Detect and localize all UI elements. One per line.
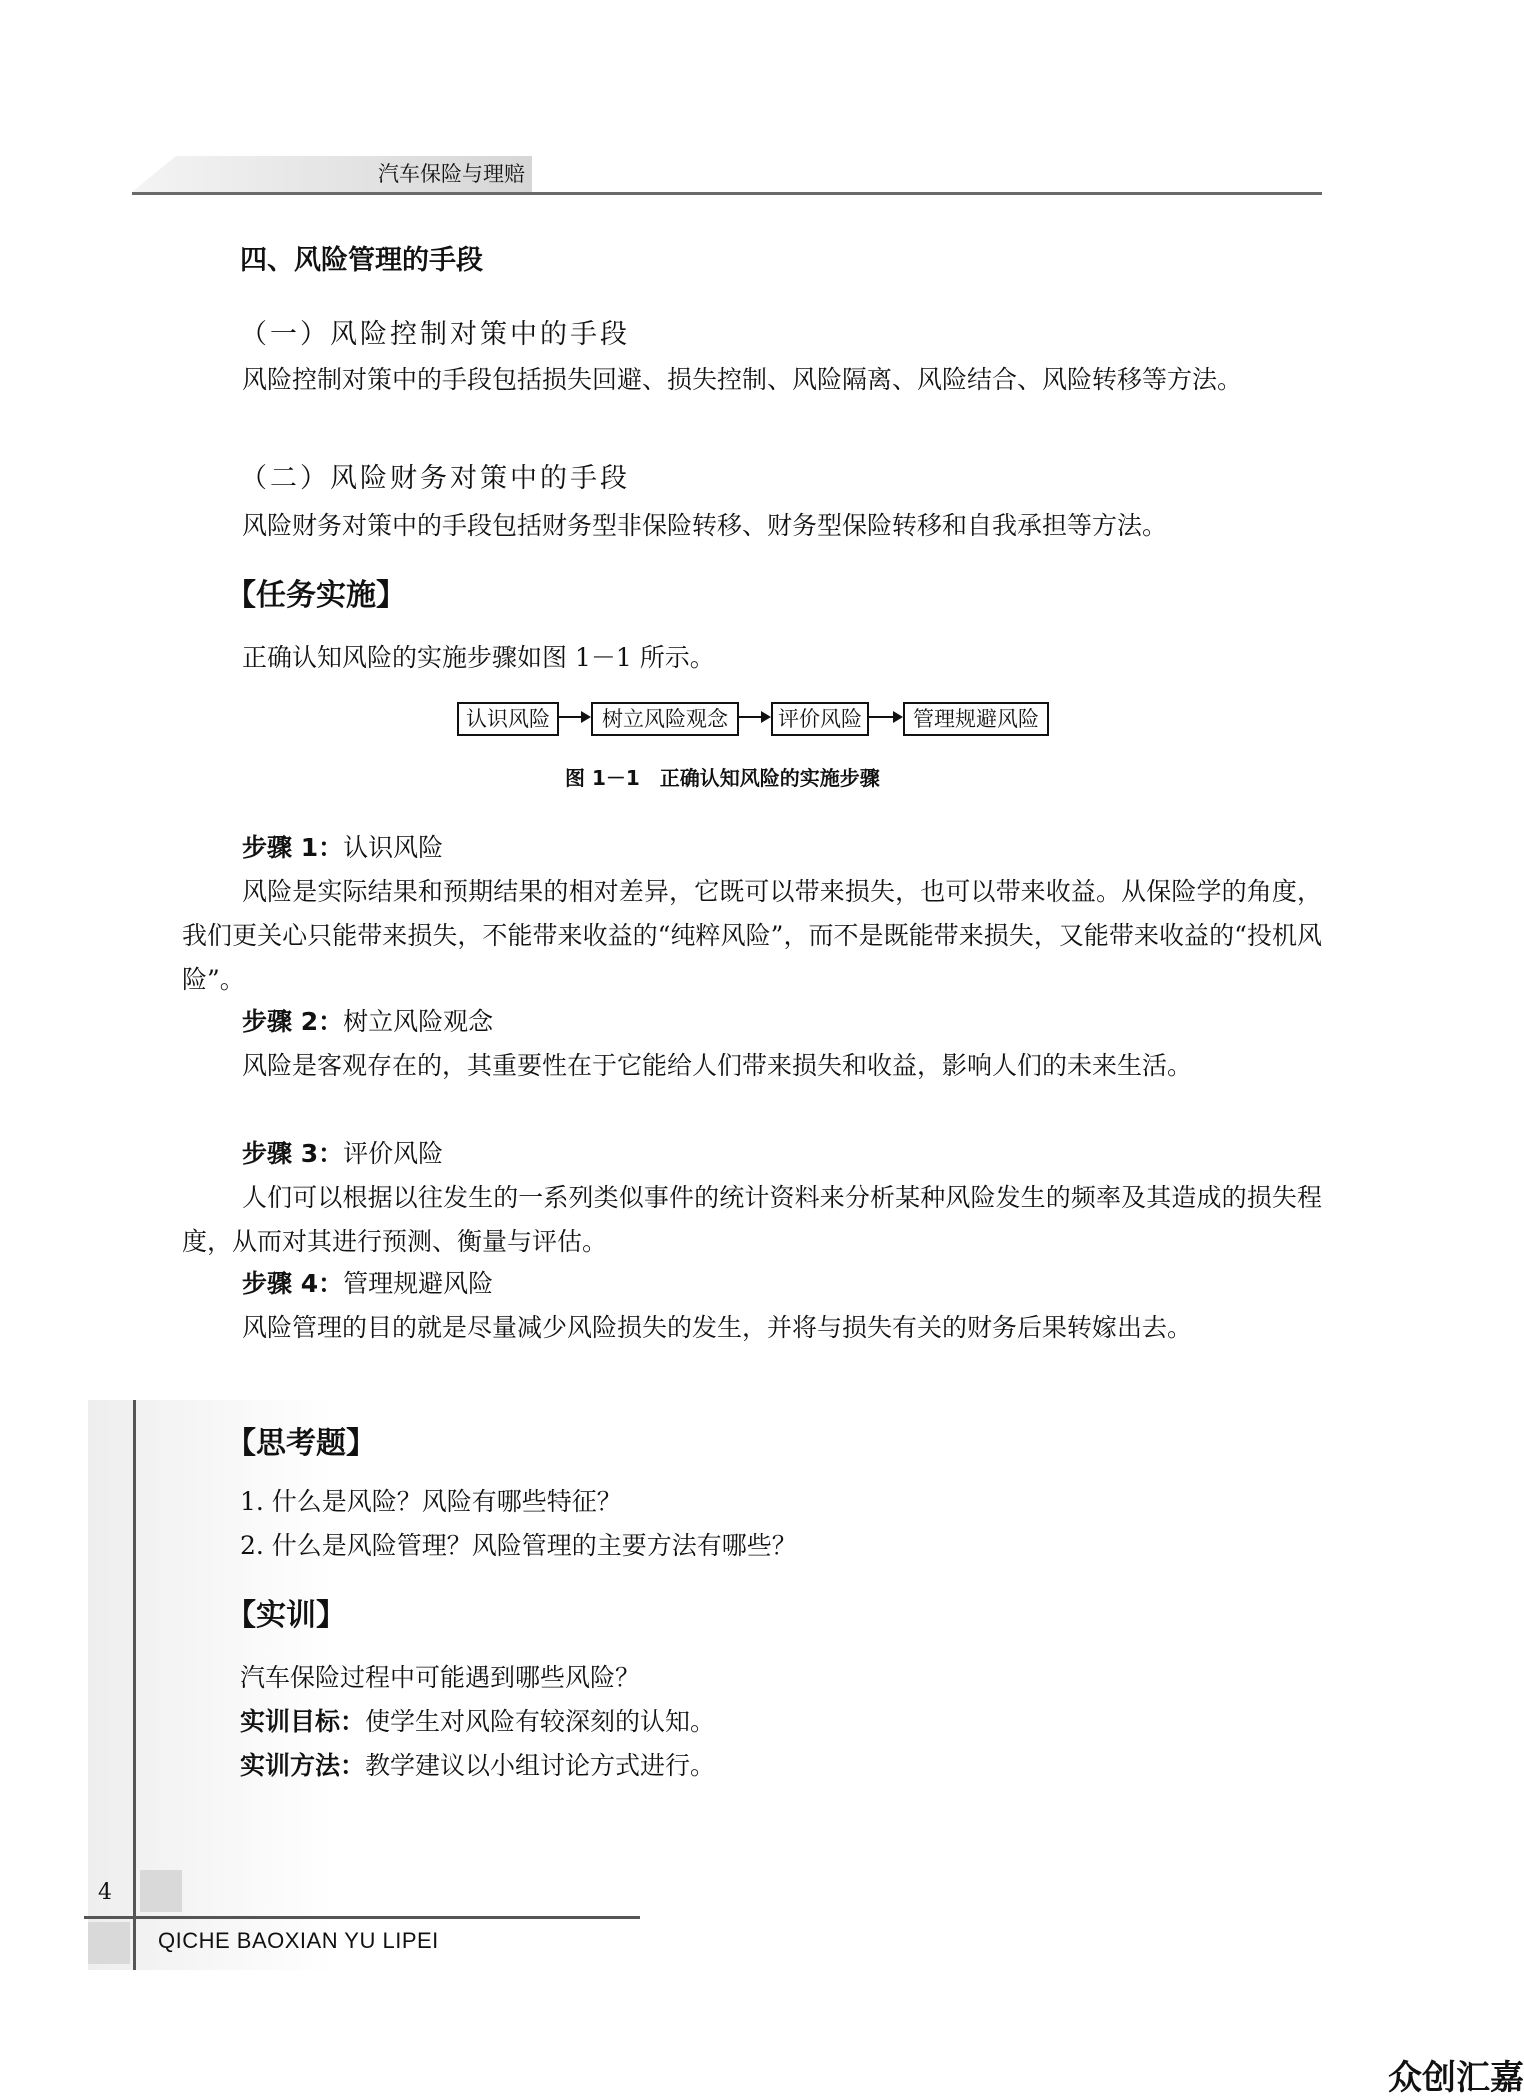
step-heading: [242, 1262, 493, 1306]
step-paragraph: 风险管理的目的就是尽量减少风险损失的发生，并将与损失有关的财务后果转嫁出去。: [242, 1313, 1193, 1342]
subsection-heading-2: （二）风险财务对策中的手段: [240, 463, 630, 494]
section-heading: 四、风险管理的手段: [240, 245, 483, 276]
task-intro: 正确认知风险的实施步骤如图 1－1 所示。: [242, 643, 715, 672]
task-heading: 【任务实施】: [226, 578, 406, 613]
training-method: [240, 1744, 715, 1788]
corner-decoration: [140, 1870, 182, 1912]
step-title: 评价风险: [343, 1139, 444, 1168]
step-paragraph: 风险是客观存在的，其重要性在于它能给人们带来损失和收益，影响人们的未来生活。: [242, 1051, 1193, 1080]
step-label: 步骤 3：: [242, 1139, 344, 1168]
flow-arrow: [739, 716, 769, 718]
flow-arrow: [869, 716, 901, 718]
training-method-label: 实训方法：: [240, 1751, 366, 1780]
step-title: 管理规避风险: [343, 1269, 494, 1298]
step-paragraph: 风险是实际结果和预期结果的相对差异，它既可以带来损失，也可以带来收益。从保险学的角度，我们更关心只能带来损失，不能带来收益的“纯粹风险”，而不是既能带来损失，又能带来收益的“投机风险”。: [182, 877, 1322, 994]
page-number: 4: [98, 1880, 112, 1905]
figure-caption: 图 1－1 正确认知风险的实施步骤: [565, 766, 880, 790]
subsection-heading-1: （一）风险控制对策中的手段: [240, 319, 630, 350]
subsection-paragraph-2: 风险财务对策中的手段包括财务型非保险转移、财务型保险转移和自我承担等方法。: [242, 511, 1168, 540]
training-method-text: 教学建议以小组讨论方式进行。: [365, 1751, 716, 1780]
side-vertical-rule: [133, 1400, 136, 1970]
flow-step-box: 认识风险: [457, 702, 559, 736]
corner-decoration: [88, 1922, 130, 1964]
step-heading: [242, 826, 443, 870]
flow-step-box: 管理规避风险: [903, 702, 1049, 736]
footer-rule: [84, 1916, 640, 1919]
training-goal: [240, 1700, 715, 1744]
flow-step-box: 评价风险: [771, 702, 869, 736]
flow-step-box: 树立风险观念: [591, 702, 739, 736]
running-header-title: 汽车保险与理赔: [378, 162, 525, 186]
footer-book-title: QICHE BAOXIAN YU LIPEI: [158, 1928, 439, 1953]
step-title: 认识风险: [343, 833, 444, 862]
step-paragraph: 人们可以根据以往发生的一系列类似事件的统计资料来分析某种风险发生的频率及其造成的损失程度，从而对其进行预测、衡量与评估。: [182, 1183, 1322, 1256]
questions-heading: 【思考题】: [226, 1426, 376, 1461]
step-label: 步骤 1：: [242, 833, 344, 862]
step-label: 步骤 4：: [242, 1269, 344, 1298]
step-label: 步骤 2：: [242, 1007, 344, 1036]
step-title: 树立风险观念: [343, 1007, 494, 1036]
training-goal-label: 实训目标：: [240, 1707, 366, 1736]
header-rule: [132, 192, 1322, 195]
training-heading: 【实训】: [226, 1598, 346, 1633]
question-item: 2. 什么是风险管理？风险管理的主要方法有哪些？: [240, 1531, 797, 1560]
step-heading: [242, 1000, 493, 1044]
subsection-paragraph-1: 风险控制对策中的手段包括损失回避、损失控制、风险隔离、风险结合、风险转移等方法。: [242, 365, 1243, 394]
training-goal-text: 使学生对风险有较深刻的认知。: [365, 1707, 716, 1736]
step-heading: [242, 1132, 443, 1176]
flow-arrow: [559, 716, 589, 718]
question-item: 1. 什么是风险？风险有哪些特征？: [240, 1487, 622, 1516]
watermark-logo: 众创汇嘉: [1388, 2058, 1524, 2098]
training-question: 汽车保险过程中可能遇到哪些风险？: [240, 1663, 641, 1692]
